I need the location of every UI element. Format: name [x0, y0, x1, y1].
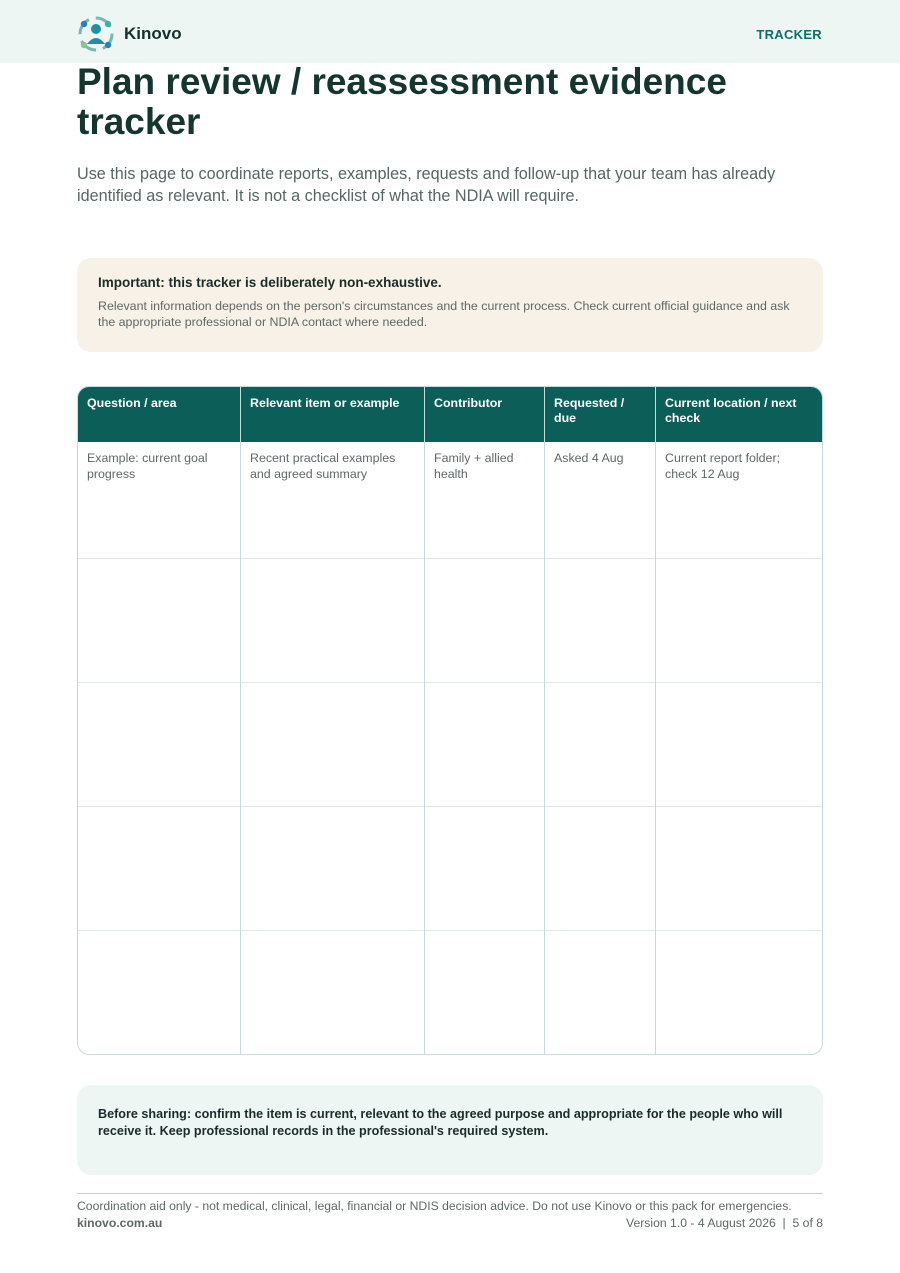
- table-cell[interactable]: [241, 807, 424, 930]
- evidence-tracker-table: [77, 386, 823, 1055]
- document-tag: TRACKER: [756, 27, 822, 42]
- brand-name: Kinovo: [124, 24, 182, 43]
- table-cell[interactable]: [78, 931, 240, 1055]
- table-cell[interactable]: [545, 807, 655, 930]
- table-cell[interactable]: [241, 559, 424, 682]
- table-cell[interactable]: [656, 931, 823, 1055]
- table-cell[interactable]: [78, 683, 240, 806]
- table-cell[interactable]: [656, 807, 823, 930]
- table-cell[interactable]: [425, 931, 544, 1055]
- table-cell[interactable]: [545, 683, 655, 806]
- table-cell[interactable]: [241, 683, 424, 806]
- page-intro: Use this page to coordinate reports, examples, requests and follow-up that your team has already identified as relevant. It is not a checklist of what the NDIA will require.: [77, 165, 776, 205]
- footer-disclaimer: Coordination aid only - not medical, clinical, legal, financial or NDIS decision advice. Do not use Kinovo or this pack for emergencies.: [77, 1199, 792, 1213]
- table-cell[interactable]: Family + allied health: [434, 451, 514, 481]
- notice-title: Important: this tracker is deliberately non-exhaustive.: [98, 275, 442, 290]
- table-cell[interactable]: [545, 931, 655, 1055]
- notice-body: Relevant information depends on the person's circumstances and the current process. Check current official guidance and ask the appropriate professional or NDIA contact where needed.: [98, 299, 790, 329]
- table-cell[interactable]: [656, 683, 823, 806]
- table-cell[interactable]: Asked 4 Aug: [554, 451, 624, 465]
- table-cell[interactable]: [425, 683, 544, 806]
- table-cell[interactable]: [545, 559, 655, 682]
- kinovo-logo-icon: [78, 16, 114, 52]
- top-bar: [0, 0, 900, 63]
- important-notice: [77, 258, 823, 352]
- footer-site-link[interactable]: kinovo.com.au: [77, 1216, 163, 1230]
- sharing-note: Before sharing: confirm the item is current, relevant to the agreed purpose and appropriate for the people who will receive it. Keep professional records in the professional's required system.: [77, 1085, 823, 1175]
- page-title: Plan review / reassessment evidence tracker: [77, 61, 727, 142]
- page-number: 5 of 8: [792, 1216, 823, 1230]
- version-label: Version 1.0 - 4 August 2026: [626, 1216, 776, 1230]
- table-cell[interactable]: [656, 559, 823, 682]
- footer-version: [626, 1216, 823, 1230]
- column-header-contributor: Contributor: [434, 396, 503, 410]
- table-cell[interactable]: Current report folder; check 12 Aug: [665, 451, 781, 481]
- footer-divider: [77, 1193, 823, 1194]
- table-cell[interactable]: [78, 807, 240, 930]
- column-header-requested-due: Requested / due: [554, 396, 625, 425]
- table-cell[interactable]: [241, 931, 424, 1055]
- table-cell[interactable]: [425, 807, 544, 930]
- version-separator: |: [779, 1216, 790, 1230]
- table-cell[interactable]: Example: current goal progress: [87, 451, 208, 481]
- column-header-relevant-item: Relevant item or example: [250, 396, 400, 410]
- table-cell[interactable]: [78, 559, 240, 682]
- column-header-location-next-check: Current location / next check: [665, 396, 797, 425]
- table-cell[interactable]: [425, 559, 544, 682]
- table-cell[interactable]: Recent practical examples and agreed summary: [250, 451, 396, 481]
- column-header-question: Question / area: [87, 396, 177, 410]
